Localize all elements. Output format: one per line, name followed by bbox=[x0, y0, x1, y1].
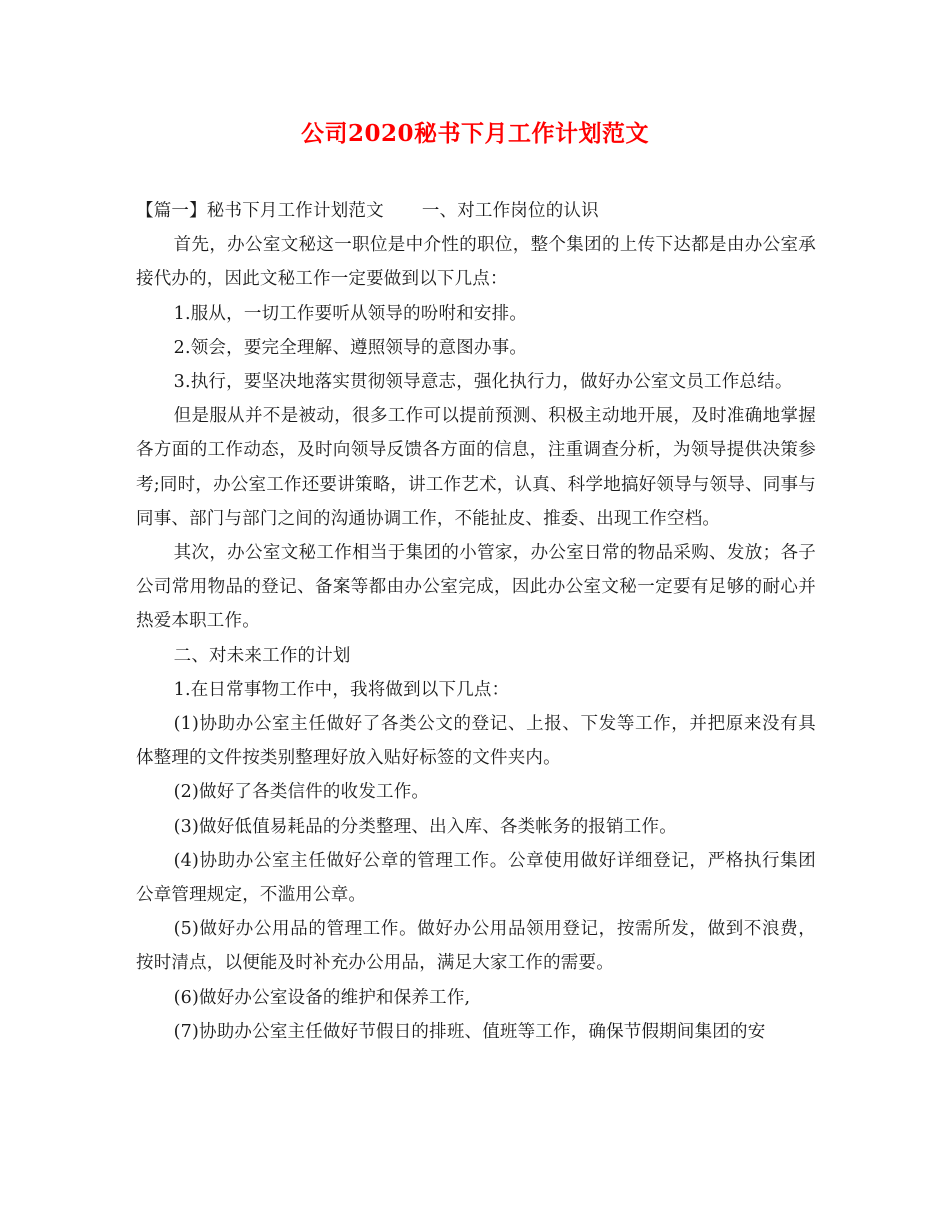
paragraph: 2.领会，要完全理解、遵照领导的意图办事。 bbox=[173, 337, 528, 358]
paragraph: (7)协助办公室主任做好节假日的排班、值班等工作，确保节假期间集团的安 bbox=[173, 1021, 766, 1042]
intro-label: 【篇一】秘书下月工作计划范文 bbox=[136, 201, 384, 221]
paragraph: (4)协助办公室主任做好公章的管理工作。公章使用做好详细登记，严格执行集团公章管理规定，不滥用公章。 bbox=[136, 850, 816, 906]
paragraph: 1.服从，一切工作要听从领导的吩咐和安排。 bbox=[173, 303, 528, 324]
paragraph: 但是服从并不是被动，很多工作可以提前预测、积极主动地开展，及时准确地掌握各方面的工作动态，及时向领导反馈各方面的信息，注重调查分析，为领导提供决策参考;同时，办公室工作还要讲策略，讲工作艺术，认真、科学地搞好领导与领导、同事与同事、部门与部门之间的沟通协调工作，不能扯皮、推委、出现工作空档。 bbox=[136, 406, 816, 529]
paragraph: (6)做好办公室设备的维护和保养工作, bbox=[173, 987, 471, 1008]
intro-heading-line bbox=[136, 194, 816, 228]
paragraph: (3)做好低值易耗品的分类整理、出入库、各类帐务的报销工作。 bbox=[173, 816, 677, 837]
paragraph: 其次，办公室文秘工作相当于集团的小管家，办公室日常的物品采购、发放；各子公司常用物品的登记、备案等都由办公室完成，因此办公室文秘一定要有足够的耐心并热爱本职工作。 bbox=[136, 543, 816, 632]
paragraph: (2)做好了各类信件的收发工作。 bbox=[173, 782, 430, 803]
section1-heading: 一、对工作岗位的认识 bbox=[421, 201, 599, 221]
document-body bbox=[136, 194, 816, 1049]
paragraph: 3.执行，要坚决地落实贯彻领导意志，强化执行力，做好办公室文员工作总结。 bbox=[173, 372, 793, 393]
document-title: 公司2020秘书下月工作计划范文 bbox=[300, 120, 649, 147]
paragraph: 1.在日常事物工作中，我将做到以下几点： bbox=[173, 679, 510, 700]
section2-heading: 二、对未来工作的计划 bbox=[173, 645, 351, 666]
paragraph: (1)协助办公室主任做好了各类公文的登记、上报、下发等工作，并把原来没有具体整理的文件按类别整理好放入贴好标签的文件夹内。 bbox=[136, 714, 816, 769]
paragraph: 首先，办公室文秘这一职位是中介性的职位，整个集团的上传下达都是由办公室承接代办的，因此文秘工作一定要做到以下几点： bbox=[136, 235, 816, 290]
paragraph: (5)做好办公用品的管理工作。做好办公用品领用登记，按需所发，做到不浪费，按时清点，以便能及时补充办公用品，满足大家工作的需要。 bbox=[136, 919, 816, 974]
